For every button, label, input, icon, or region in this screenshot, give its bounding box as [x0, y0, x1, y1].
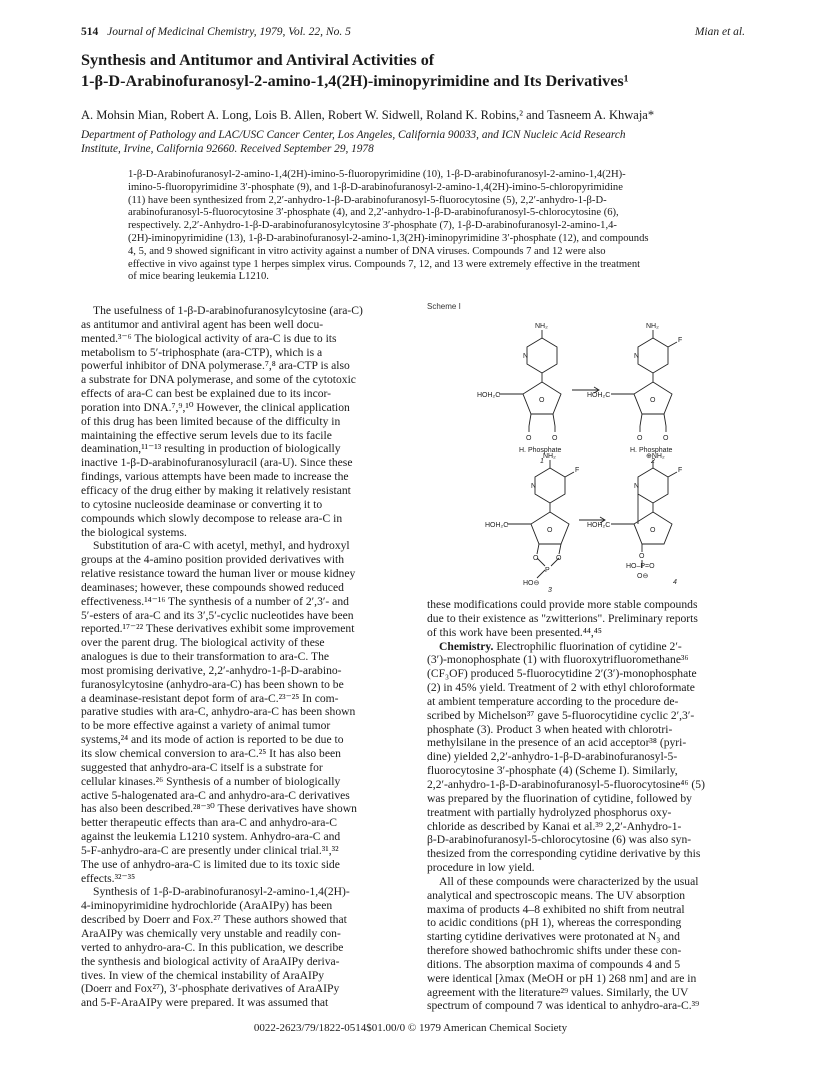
body-line: powerful inhibitor of DNA polymerase.⁷,⁸ ara-CTP is also: [81, 359, 350, 373]
oxygen-label: O: [526, 435, 532, 442]
abstract-line: effective in vivo against type 1 herpes simplex virus. Compounds 7, 12, and 13 were extremely effective in the treatment: [128, 258, 641, 270]
ring-oxygen-label: O: [539, 397, 545, 404]
abstract-line: (2H)-iminopyrimidine (13), 1-β-D-arabinofuranosyl-2-amino-1,3(2H)-iminopyrimidine 3′-phosphate (12), and compounds: [128, 232, 649, 244]
body-line: chloride as described by Kanai et al.³⁹ 2,2′-Anhydro-1-: [427, 819, 682, 833]
body-line: 5′-esters of ara-C and its 3′,5′-cyclic nucleotides have been: [81, 608, 354, 622]
body-line: All of these compounds were characterized by the usual: [439, 874, 699, 888]
body-line: findings, various attempts have been made to increase the: [81, 470, 349, 484]
amino-label: NH₂: [543, 453, 556, 460]
compound-number: 2: [651, 458, 655, 465]
oxide-anion-label: O⊖: [637, 573, 649, 580]
right-column: [427, 598, 749, 1013]
body-line: mented.³⁻⁶ The biological activity of ara-C is due to its: [81, 331, 337, 345]
body-line: The usefulness of 1-β-D-arabinofuranosylcytosine (ara-C): [93, 304, 363, 317]
affiliation-line: Department of Pathology and LAC/USC Cancer Center, Los Angeles, California 90033, and ICN Nucleic Acid Research: [81, 129, 626, 141]
body-line: parative studies with ara-C, anhydro-ara-C has been shown: [81, 705, 356, 719]
body-line: over the parent drug. The biological activity of these: [81, 636, 325, 650]
affiliation-line: Institute, Irvine, California 92660. Received September 29, 1978: [81, 143, 374, 155]
body-line: analytical and spectroscopic means. The UV absorption: [427, 888, 686, 902]
running-head-authors: Mian et al.: [694, 26, 745, 38]
article-title: [81, 50, 761, 92]
fluorine-label: F: [575, 467, 580, 474]
body-line: effects.³²⁻³⁵: [81, 871, 136, 885]
body-line: verted to anhydro-ara-C. In this publication, we describe: [81, 940, 344, 954]
body-line: and 5-F-AraAIPy were prepared. It was assumed that: [81, 996, 329, 1010]
nitrogen-label: N: [634, 353, 640, 360]
body-line: procedure in low yield.: [427, 861, 535, 875]
body-line: 2,2′-anhydro-1-β-D-arabinofuranosyl-5-fluorocytosine⁴⁶ (5): [427, 777, 705, 791]
abstract-line: 1-β-D-Arabinofuranosyl-2-amino-1,4(2H)-imino-5-fluoropyrimidine (10), 1-β-D-arabinofuranosyl-2-amino-1,4(2H)-: [128, 169, 626, 180]
oxygen-label: O: [552, 435, 558, 442]
body-line: poration into DNA.⁷,⁹,¹⁰ However, the clinical application: [81, 400, 350, 414]
body-line: effectiveness.¹⁴⁻¹⁶ The synthesis of a number of 2′,3′- and: [81, 594, 349, 608]
phosphate-label: H. Phosphate: [630, 447, 673, 454]
body-line: [427, 640, 749, 654]
body-line: better therapeutic effects than ara-C and anhydro-ara-C: [81, 816, 338, 830]
body-line: the biological systems.: [81, 525, 187, 539]
body-line: starting cytidine derivatives were protonated at N₃ and: [427, 930, 680, 944]
body-line: a substrate for DNA polymerase, and some of the cytotoxic: [81, 373, 356, 387]
body-line: described by Doerr and Fox.²⁷ These authors showed that: [81, 913, 347, 927]
abstract-line: of mice bearing leukemia L1210.: [128, 271, 269, 283]
body-line: fluorocytosine 3′-phosphate (4) (Scheme I). Similarly,: [427, 764, 678, 778]
body-line: phosphate (3). Product 3 when heated with chlorotri-: [427, 722, 673, 736]
body-line: was prepared by the fluorination of cytidine, followed by: [427, 791, 692, 805]
body-line: AraAIPy was chemically very unstable and readily con-: [81, 926, 341, 940]
body-line: groups at the 4-amino position provided derivatives with: [81, 553, 345, 567]
body-line: to be more effective against a variety of animal tumor: [81, 719, 331, 733]
oxygen-label: O: [533, 555, 539, 562]
body-line: its slow chemical conversion to ara-C.²⁵ It has also been: [81, 747, 341, 760]
scheme-label: Scheme I: [427, 302, 461, 311]
body-line: active 5-halogenated ara-C and anhydro-ara-C derivatives: [81, 788, 350, 802]
body-line: dine) yielded 2,2′-anhydro-1-β-D-arabinofuranosyl-5-: [427, 750, 678, 764]
body-line: were identical [λmax (MeOH or pH 1) 268 nm] and are in: [427, 971, 697, 985]
scheme-drawing: [427, 302, 757, 592]
body-line: therefore showed bathochromic shifts under these con-: [427, 944, 682, 958]
body-line: (Doerr and Fox²⁷), 3′-phosphate derivatives of AraAIPy: [81, 982, 340, 996]
phosphoryl-label: HO–P=O: [626, 563, 655, 570]
hydroxide-label: HO⊖: [523, 580, 540, 587]
body-line: has also been described.²⁸⁻³⁰ These derivatives have shown: [81, 802, 357, 816]
phosphate-label: H. Phosphate: [519, 447, 562, 454]
ring-oxygen-label: O: [547, 527, 553, 534]
affiliation: [81, 128, 761, 156]
amino-label: NH₂: [646, 323, 659, 330]
hydroxymethyl-label: HOH₂C: [587, 522, 611, 529]
nitrogen-label: N: [523, 353, 529, 360]
body-text: Electrophilic fluorination of cytidine 2′-: [493, 639, 682, 653]
fluorine-label: F: [678, 467, 683, 474]
body-line: the synthesis and biological activity of AraAIPy deriva-: [81, 954, 340, 968]
phosphorus-label: P: [545, 567, 550, 574]
body-line: tives. In view of the chemical instability of AraAIPy: [81, 968, 325, 982]
body-line: scribed by Michelson³⁷ gave 5-fluorocytidine cyclic 2′,3′-: [427, 708, 695, 722]
section-heading: Chemistry.: [439, 639, 494, 653]
body-line: agreement with the literature²⁹ values. Similarly, the UV: [427, 985, 689, 999]
body-line: cellular kinases.²⁶ Synthesis of a number of biologically: [81, 774, 341, 788]
nitrogen-label: N: [531, 483, 537, 490]
body-line: methylsilane in the presence of an acid acceptor³⁸ (pyri-: [427, 736, 687, 750]
body-line: as antitumor and antiviral agent has been well docu-: [81, 317, 324, 331]
abstract-line: (11) have been synthesized from 2,2′-anhydro-1-β-D-arabinofuranosyl-5-fluorocytosine (5), 2,2′-anhydro-1-β-D-: [128, 194, 607, 206]
abstract-line: 4, 5, and 9 showed significant in vitro activity against a number of DNA viruses. Compounds 7 and 12 were also: [128, 245, 606, 257]
body-line: furanosylcytosine (anhydro-ara-C) has been shown to be: [81, 677, 344, 691]
abstract-line: imino-5-fluoropyrimidine 3′-phosphate (9), and 1-β-D-arabinofuranosyl-2-amino-1,4(2H)-imino-5-chloropyrimidine: [128, 181, 623, 193]
body-line: effects of ara-C can best be explained due to its incor-: [81, 387, 332, 401]
body-line: systems,²⁴ and its mode of action is reported to be due to: [81, 733, 344, 747]
body-line: maintaining the effective serum levels due to its facile: [81, 428, 332, 442]
oxygen-label: O: [637, 435, 643, 442]
abstract-line: arabinofuranosyl-5-fluorocytosine 3′-phosphate (4), and 2,2′-anhydro-1-β-D-arabinofuranosyl-5-chlorocytosine (6),: [128, 207, 619, 219]
amino-cation-label: ⊕NH₂: [646, 453, 665, 460]
journal-citation: Journal of Medicinal Chemistry, 1979, Vol. 22, No. 5: [107, 26, 351, 38]
body-line: reported.¹⁷⁻²² These derivatives exhibit some improvement: [81, 622, 355, 636]
body-line: ditions. The absorption maxima of compounds 4 and 5: [427, 957, 681, 971]
body-line: efficacy of the drug either by making it relatively resistant: [81, 483, 351, 497]
body-line: inactive 1-β-D-arabinofuranosyluracil (ara-U). Since these: [81, 456, 353, 470]
hydroxymethyl-label: HOH₂C: [485, 522, 509, 529]
oxygen-label: O: [556, 555, 562, 562]
body-line: of this drug has been limited because of the difficulty in: [81, 414, 341, 428]
body-line: at ambient temperature according to the procedure de-: [427, 694, 679, 708]
nitrogen-label: N: [634, 483, 640, 490]
body-line: due to their existence as "zwitterions". Preliminary reports: [427, 611, 698, 625]
compound-number: 4: [673, 579, 677, 586]
body-line: of this work have been presented.⁴⁴,⁴⁵: [427, 625, 602, 639]
page-number: 514: [81, 26, 99, 38]
left-column: [81, 304, 403, 1010]
body-line: to acidic conditions (pH 1), whereas the corresponding: [427, 916, 682, 930]
body-line: against the leukemia L1210 system. Anhydro-ara-C and: [81, 830, 341, 844]
title-line: 1-β-D-Arabinofuranosyl-2-amino-1,4(2H)-iminopyrimidine and Its Derivatives¹: [81, 72, 629, 90]
compound-number: 1: [540, 458, 544, 465]
abstract-line: respectively. 2,2′-Anhydro-1-β-D-arabinofuranosylcytosine 3′-phosphate (7), 1-β-D-arabinofuranosyl-2-amino-1,4-: [128, 220, 617, 232]
body-line: compounds which slowly decompose to release ara-C in: [81, 511, 343, 525]
body-line: most promising derivative, 2,2′-anhydro-1-β-D-arabino-: [81, 663, 342, 677]
body-line: maxima of products 4–8 exhibited no shift from neutral: [427, 902, 685, 916]
body-line: (CF₃OF) produced 5-fluorocytidine 2′(3′)-monophosphate: [427, 667, 697, 681]
copyright-footer: 0022-2623/79/1822-0514$01.00/0 © 1979 American Chemical Society: [253, 1022, 568, 1034]
body-line: thesized from the corresponding cytidine derivative by this: [427, 847, 701, 861]
title-line: Synthesis and Antitumor and Antiviral Activities of: [81, 51, 435, 69]
hydroxymethyl-label: HOH₂C: [477, 392, 501, 399]
oxygen-label: O: [663, 435, 669, 442]
body-line: deaminases; however, these compounds showed reduced: [81, 580, 344, 594]
body-line: 4-iminopyrimidine hydrochloride (AraAIPy) has been: [81, 899, 333, 913]
body-line: analogues is due to their transformation to ara-C. The: [81, 650, 330, 664]
body-line: these modifications could provide more stable compounds: [427, 598, 698, 611]
body-line: β-D-arabinofuranosyl-5-chlorocytosine (6) was also syn-: [427, 833, 692, 847]
running-head: [81, 26, 745, 42]
reaction-scheme: [427, 302, 757, 592]
amino-label: NH₂: [535, 323, 548, 330]
body-line: deamination,¹¹⁻¹³ resulting in production of biologically: [81, 442, 341, 456]
body-line: (3′)-monophosphate (1) with fluoroxytrifluoromethane³⁶: [427, 653, 689, 667]
running-head-left: [81, 26, 351, 42]
abstract: [128, 169, 721, 284]
fluorine-label: F: [678, 337, 683, 344]
body-line: to cytosine nucleoside deaminase or converting it to: [81, 497, 323, 511]
body-line: spectrum of compound 7 was identical to anhydro-ara-C.³⁹: [427, 999, 700, 1013]
compound-number: 3: [548, 587, 552, 592]
oxygen-label: O: [639, 553, 645, 560]
body-line: a deaminase-resistant depot form of ara-C.²³⁻²⁵ In com-: [81, 691, 339, 705]
body-line: relative resistance toward the human liver or mouse kidney: [81, 567, 356, 581]
body-line: 5-F-anhydro-ara-C are presently under clinical trial.³¹,³²: [81, 843, 339, 857]
body-line: suggested that anhydro-ara-C itself is a substrate for: [81, 760, 323, 774]
author-list: A. Mohsin Mian, Robert A. Long, Lois B. Allen, Robert W. Sidwell, Roland K. Robins,² and Tasneem A. Khwaja*: [81, 108, 655, 122]
ring-oxygen-label: O: [650, 397, 656, 404]
body-line: (2) in 45% yield. Treatment of 2 with ethyl chloroformate: [427, 681, 695, 695]
body-line: Synthesis of 1-β-D-arabinofuranosyl-2-amino-1,4(2H)-: [93, 885, 350, 899]
body-line: treatment with partially hydrolyzed phosphorus oxy-: [427, 805, 672, 819]
hydroxymethyl-label: HOH₂C: [587, 392, 611, 399]
body-line: Substitution of ara-C with acetyl, methyl, and hydroxyl: [93, 539, 350, 553]
ring-oxygen-label: O: [650, 527, 656, 534]
body-line: metabolism to 5′-triphosphate (ara-CTP), which is a: [81, 345, 323, 359]
body-line: The use of anhydro-ara-C is limited due to its toxic side: [81, 857, 340, 871]
